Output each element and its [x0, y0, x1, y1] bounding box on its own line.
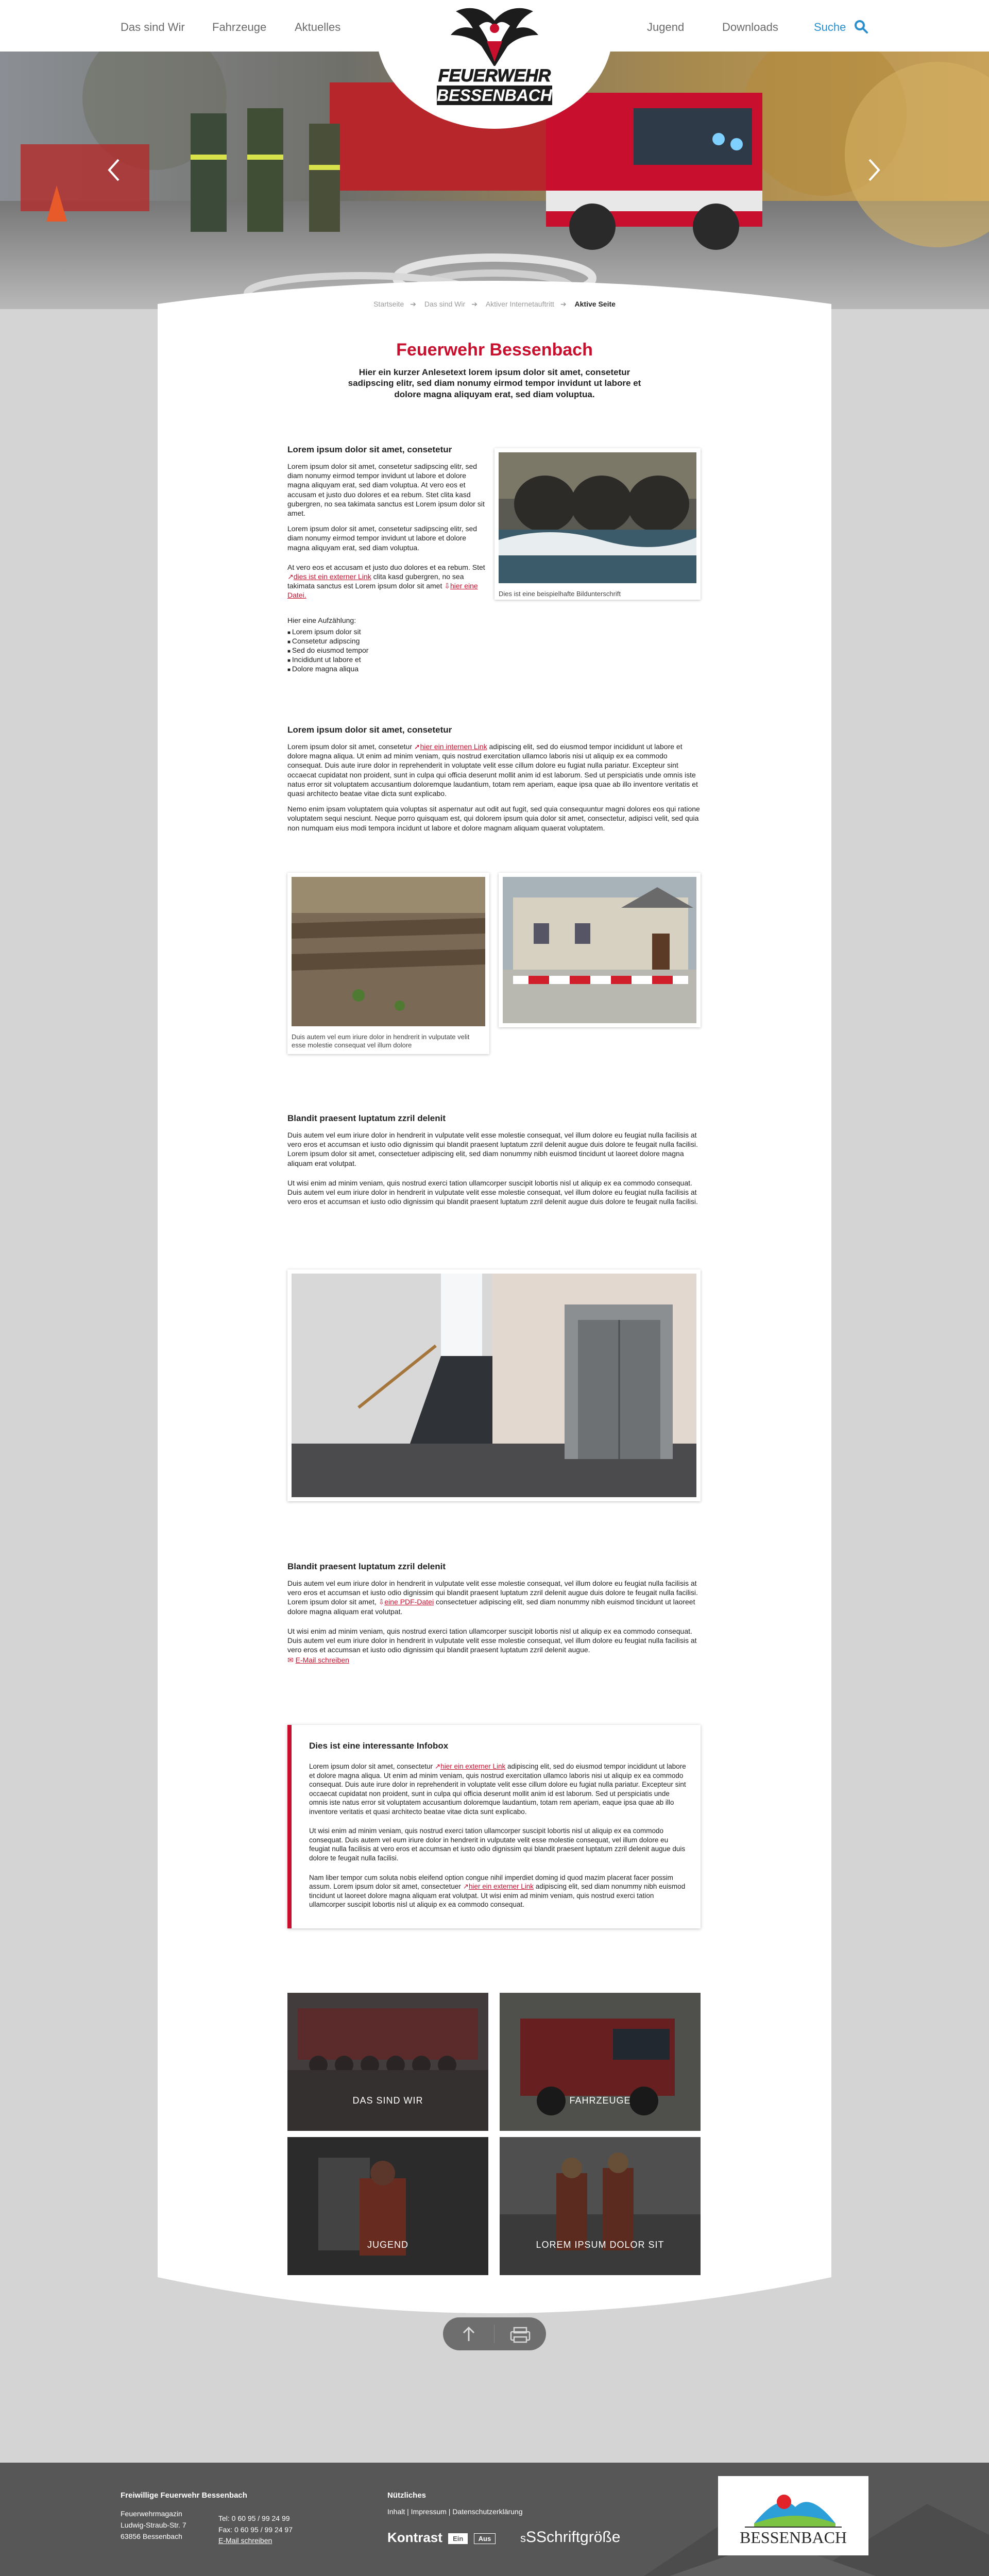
printer-icon: [494, 2317, 546, 2350]
footer-contact-column: [218, 2513, 293, 2547]
paragraph: [309, 1762, 686, 1816]
mail-icon: ✉: [287, 1656, 294, 1665]
tile-image: [287, 1993, 488, 2131]
external-link[interactable]: hier ein externer Link: [468, 1883, 534, 1891]
gallery-caption: Duis autem vel eum iriure dolor in hendrerit in vulputate velit esse molestie consequat vel illum dolore: [292, 1033, 470, 1049]
nav-downloads[interactable]: Downloads: [722, 21, 778, 33]
logo-text-line2: BESSENBACH: [436, 86, 553, 105]
hero-next-arrow-icon[interactable]: [863, 157, 884, 183]
section-heading: Blandit praesent luptatum zzril delenit: [287, 1113, 446, 1123]
image-soil[interactable]: [292, 877, 485, 1026]
search-link[interactable]: Suche: [814, 21, 846, 33]
breadcrumb-item[interactable]: Das sind Wir: [424, 300, 466, 308]
tile-label: JUGEND: [367, 2240, 408, 2250]
mail-row: [287, 1655, 701, 1665]
text: Nam liber tempor cum soluta nobis eleifend option congue nihil imperdiet doming id quod mazim placerat facer possim assum. Lorem ipsum dolor sit amet, consectetuer: [309, 1873, 673, 1891]
text: Lorem ipsum dolor sit amet, consetetur: [287, 742, 412, 751]
paragraph: Ut wisi enim ad minim veniam, quis nostrud exerci tation ullamcorper suscipit lobortis nisl ut aliquip ex ea commodo consequat. Duis autem vel eum iriure dolor in hendrerit in vulputate velit esse molestie consequat, vel illum dolore eu feugiat nulla facilisis at vero eros et accumsan et iusto odio dignissim qui blandit praesent luptatum zzril delenit augue.: [287, 1626, 697, 1654]
external-link[interactable]: hier ein externer Link: [440, 1762, 506, 1771]
text: adipiscing elit, sed do eiusmod tempor incididunt ut labore et dolore magna aliqua. Ut enim ad minim veniam, quis nostrud exercitation ullamco laboris nisi ut aliquip ex ea commodo consequat. Duis aute irure dolor in reprehenderit in voluptate velit esse cillum dolore eu fugiat nulla pariatur. Excepteur sint occaecat cupidatat non proident, sunt in culpa qui officia deserunt mollit anim id est laborum. Sed ut perspiciatis unde omnis iste natus error sit voluptatem accusantium doloremque laudantium, totam rem aperiam, eaque ipsa quae ab illo inventore veritatis et quasi architecto beatae vitae dicta sunt explicabo.: [287, 742, 698, 798]
list-item: ■ Dolore magna aliqua: [287, 664, 488, 673]
tile-jugend[interactable]: [287, 2137, 488, 2275]
list-item: ■ Lorem ipsum dolor sit: [287, 627, 488, 636]
section-heading: Lorem ipsum dolor sit amet, consetetur: [287, 445, 452, 454]
footer-useful-links[interactable]: Inhalt | Impressum | Datenschutzerklärung: [387, 2507, 523, 2516]
image-house-barrier[interactable]: [503, 877, 696, 1023]
pdf-link[interactable]: eine PDF-Datei: [384, 1598, 434, 1606]
text: Duis autem vel eum iriure dolor in hendrerit in vulputate velit esse molestie consequat, vel illum dolore eu feugiat nulla facilisis at vero eros et accumsan et iusto odio dignissim qui blandit praesent luptatum zzril delenit augue duis dolore te feugait nulla facilisi. Lorem ipsum dolor sit amet,: [287, 1579, 698, 1606]
paragraph: [287, 563, 488, 600]
page-actions: [443, 2317, 546, 2350]
section-4: [287, 1561, 701, 1671]
gallery-figure-1: [287, 873, 489, 1054]
section-heading: Lorem ipsum dolor sit amet, consetetur: [287, 725, 452, 735]
section-heading: Blandit praesent luptatum zzril delenit: [287, 1562, 446, 1571]
nav-fahrzeuge[interactable]: Fahrzeuge: [212, 21, 267, 33]
paragraph: [309, 1873, 686, 1909]
list-item: ■ Consetetur adipscing: [287, 636, 488, 646]
print-button[interactable]: [494, 2317, 546, 2350]
internal-link-icon: ➚: [414, 742, 420, 751]
pdf-icon: ⇩: [378, 1598, 385, 1606]
nav-das-sind-wir[interactable]: Das sind Wir: [121, 21, 185, 33]
search-icon[interactable]: [854, 20, 868, 34]
page-title: Feuerwehr Bessenbach: [396, 340, 593, 360]
footer-email-link[interactable]: E-Mail schreiben: [218, 2536, 272, 2545]
internal-link[interactable]: hier ein internen Link: [420, 742, 487, 751]
image-water-outlets[interactable]: [499, 452, 696, 583]
external-link-icon: ↗: [434, 1762, 441, 1771]
footer-fax: Fax: 0 60 95 / 99 24 97: [218, 2525, 293, 2534]
footer: [0, 2463, 989, 2576]
contrast-on-button[interactable]: Ein: [448, 2533, 468, 2544]
paragraph: [287, 742, 701, 798]
image-staircase-elevator[interactable]: [292, 1274, 696, 1497]
external-link-icon: ↗: [463, 1883, 469, 1891]
bullet-list: [287, 627, 488, 674]
fire-brigade-logo[interactable]: [428, 5, 561, 108]
infobox: [287, 1725, 701, 1928]
section-1: [287, 444, 488, 674]
figure-water-pipes: [494, 448, 701, 600]
text: Lorem ipsum dolor sit amet, consectetur: [309, 1762, 433, 1771]
arrow-up-icon: [443, 2317, 494, 2350]
footer-org-name: Freiwillige Feuerwehr Bessenbach: [121, 2491, 247, 2500]
contrast-label: Kontrast: [387, 2530, 442, 2545]
font-size-label: SSchriftgröße: [526, 2529, 621, 2546]
section-3: [287, 1113, 701, 1212]
tile-fahrzeuge[interactable]: [500, 1993, 701, 2131]
scroll-to-top-button[interactable]: [443, 2317, 494, 2350]
contrast-off-button[interactable]: Aus: [474, 2533, 496, 2544]
paragraph: [287, 1579, 701, 1616]
municipality-logo[interactable]: [718, 2476, 868, 2555]
list-item: ■ Incididunt ut labore et: [287, 655, 488, 664]
bessenbach-logo: [718, 2476, 868, 2555]
font-size-toggle[interactable]: [520, 2529, 620, 2546]
list-intro: Hier eine Aufzählung:: [287, 616, 356, 624]
text: clita kasd gubergren, no sea takimata sanctus est Lorem ipsum dolor sit amet: [287, 572, 464, 590]
font-size-small-glyph: s: [520, 2532, 526, 2545]
paragraph: Ut wisi enim ad minim veniam, quis nostrud exerci tation ullamcorper suscipit lobortis nisl ut aliquip ex ea commodo consequat. Duis autem vel eum iriure dolor in hendrerit in vulputate velit esse molestie consequat, vel illum dolore eu feugiat nulla facilisis at vero eros et accumsan et iusto odio dignissim qui blandit praesent luptatum zzril delenit augue duis dolore te feugait nulla facilisi.: [309, 1827, 686, 1862]
paragraph: Nemo enim ipsam voluptatem quia voluptas sit aspernatur aut odit aut fugit, sed quia consequuntur magni dolores eos qui ratione voluptatem sequi nesciunt. Neque porro quisquam est, qui dolorem ipsum quia dolor sit amet, consectetur, adipisci velit, sed quia non numquam eius modi tempora incidunt ut labore et dolore magnam aliquam quaerat voluptatem.: [287, 805, 700, 832]
text: At vero eos et accusam et justo duo dolores et ea rebum. Stet: [287, 563, 485, 571]
email-link[interactable]: E-Mail schreiben: [295, 1656, 349, 1665]
address-line: Feuerwehrmagazin: [121, 2510, 182, 2518]
paragraph: Duis autem vel eum iriure dolor in hendrerit in vulputate velit esse molestie consequat, vel illum dolore eu feugiat nulla facilisis at vero eros et accumsan et iusto odio dignissim qui blandit praesent luptatum zzril delenit augue duis dolore te feugait nulla facilisi. Lorem ipsum dolor sit amet, consectetuer adipiscing elit, sed diam nonummy nibh euismod tincidunt ut laoreet dolore magna aliquam erat volutpat.: [287, 1131, 698, 1167]
tile-label: DAS SIND WIR: [352, 2095, 423, 2106]
file-link[interactable]: hier eine Datei.: [287, 582, 478, 600]
breadcrumb-active: Aktive Seite: [574, 300, 616, 308]
lead-text: Hier ein kurzer Anlesetext lorem ipsum dolor sit amet, consetetur sadipscing elitr, sed diam nonumy eirmod tempor invidunt ut labore et dolore magna aliquyam erat, sed diam voluptua.: [348, 367, 641, 399]
text: consectetuer adipiscing elit, sed diam nonummy nibh euismod tincidunt ut laoreet dolore magna aliquam erat volutpat.: [287, 1598, 695, 1616]
logo-text-line1: FEUERWEHR: [438, 66, 551, 86]
chevron-right-icon: ➔: [410, 300, 416, 308]
contrast-toggle: [387, 2530, 496, 2546]
footer-phone: Tel: 0 60 95 / 99 24 99: [218, 2514, 290, 2522]
text: adipiscing elit, sed diam nonummy nibh euismod tincidunt ut laoreet dolore magna aliquam erat volutpat. Ut wisi enim ad minim veniam, quis nostrud exerci tation ullamcorper suscipit lobortis nisl ut aliquip ex ea commodo consequat.: [309, 1883, 686, 1909]
paragraph: Lorem ipsum dolor sit amet, consetetur sadipscing elitr, sed diam nonumy eirmod tempor invidunt ut labore et dolore magna aliquyam erat, sed diam voluptua. At vero eos et accusam et justo duo dolores et ea rebum. Stet clita kasd gubergren, no sea takimata sanctus est Lorem ipsum dolor sit amet.: [287, 462, 485, 518]
tile-image: [500, 1993, 701, 2131]
gallery-figure-2: [499, 873, 701, 1027]
breadcrumb-item[interactable]: Aktiver Internetauftritt: [485, 300, 554, 308]
text: adipiscing elit, sed do eiusmod tempor incididunt ut labore et dolore magna aliqua. Ut enim ad minim veniam, quis nostrud exercitation ullamco laboris nisi ut aliquip ex ea commodo consequat. Duis aute irure dolor in reprehenderit in voluptate velit esse cillum dolore eu fugiat nulla pariatur. Excepteur sint occaecat cupidatat non proident, sunt in culpa qui officia deserunt mollit anim id est laborum. Sed ut perspiciatis unde omnis iste natus error sit voluptatem accusantium doloremque laudantium, totam rem aperiam, eaque ipsa quae ab illo inventore veritatis et quasi architecto beatae vitae dicta sunt explicabo.: [309, 1762, 686, 1816]
external-link-icon: ↗: [287, 572, 294, 581]
figure-staircase: [287, 1269, 701, 1501]
breadcrumb: [0, 300, 989, 309]
file-icon: ⇩: [444, 582, 450, 590]
hero-prev-arrow-icon[interactable]: [104, 157, 125, 183]
nav-jugend[interactable]: Jugend: [647, 21, 685, 33]
tile-label: FAHRZEUGE: [569, 2095, 631, 2106]
address-line: Ludwig-Straub-Str. 7: [121, 2520, 186, 2529]
tile-image: [287, 2137, 488, 2275]
section-2: [287, 724, 701, 839]
paragraph: Lorem ipsum dolor sit amet, consetetur sadipscing elitr, sed diam nonumy eirmod tempor invidunt ut labore et dolore magna aliquyam erat, sed diam voluptua.: [287, 524, 478, 552]
nav-aktuelles[interactable]: Aktuelles: [295, 21, 341, 33]
list-item: ■ Sed do eiusmod tempor: [287, 646, 488, 655]
tile-image: [500, 2137, 701, 2275]
paragraph: Ut wisi enim ad minim veniam, quis nostrud exerci tation ullamcorper suscipit lobortis nisl ut aliquip ex ea commodo consequat. Duis autem vel eum iriure dolor in hendrerit in vulputate velit esse molestie consequat, vel illum dolore eu feugiat nulla facilisis at vero eros et accumsan et iusto odio dignissim qui blandit praesent luptatum zzril delenit augue duis dolore te feugait nulla facilisi.: [287, 1178, 698, 1206]
external-link[interactable]: dies ist ein externer Link: [293, 572, 371, 581]
bessenbach-logo-text: BESSENBACH: [739, 2528, 847, 2547]
tile-das-sind-wir[interactable]: [287, 1993, 488, 2131]
chevron-right-icon: ➔: [560, 300, 567, 308]
infobox-title: Dies ist eine interessante Infobox: [309, 1741, 449, 1751]
tile-lorem-ipsum[interactable]: [500, 2137, 701, 2275]
figure-caption: Dies ist eine beispielhafte Bildunterschrift: [499, 590, 621, 598]
chevron-right-icon: ➔: [471, 300, 478, 308]
footer-useful-column: [387, 2489, 523, 2518]
tile-label: LOREM IPSUM DOLOR SIT: [536, 2240, 664, 2250]
footer-useful-title: Nützliches: [387, 2491, 427, 2500]
address-line: 63856 Bessenbach: [121, 2532, 182, 2540]
breadcrumb-item[interactable]: Startseite: [373, 300, 404, 308]
